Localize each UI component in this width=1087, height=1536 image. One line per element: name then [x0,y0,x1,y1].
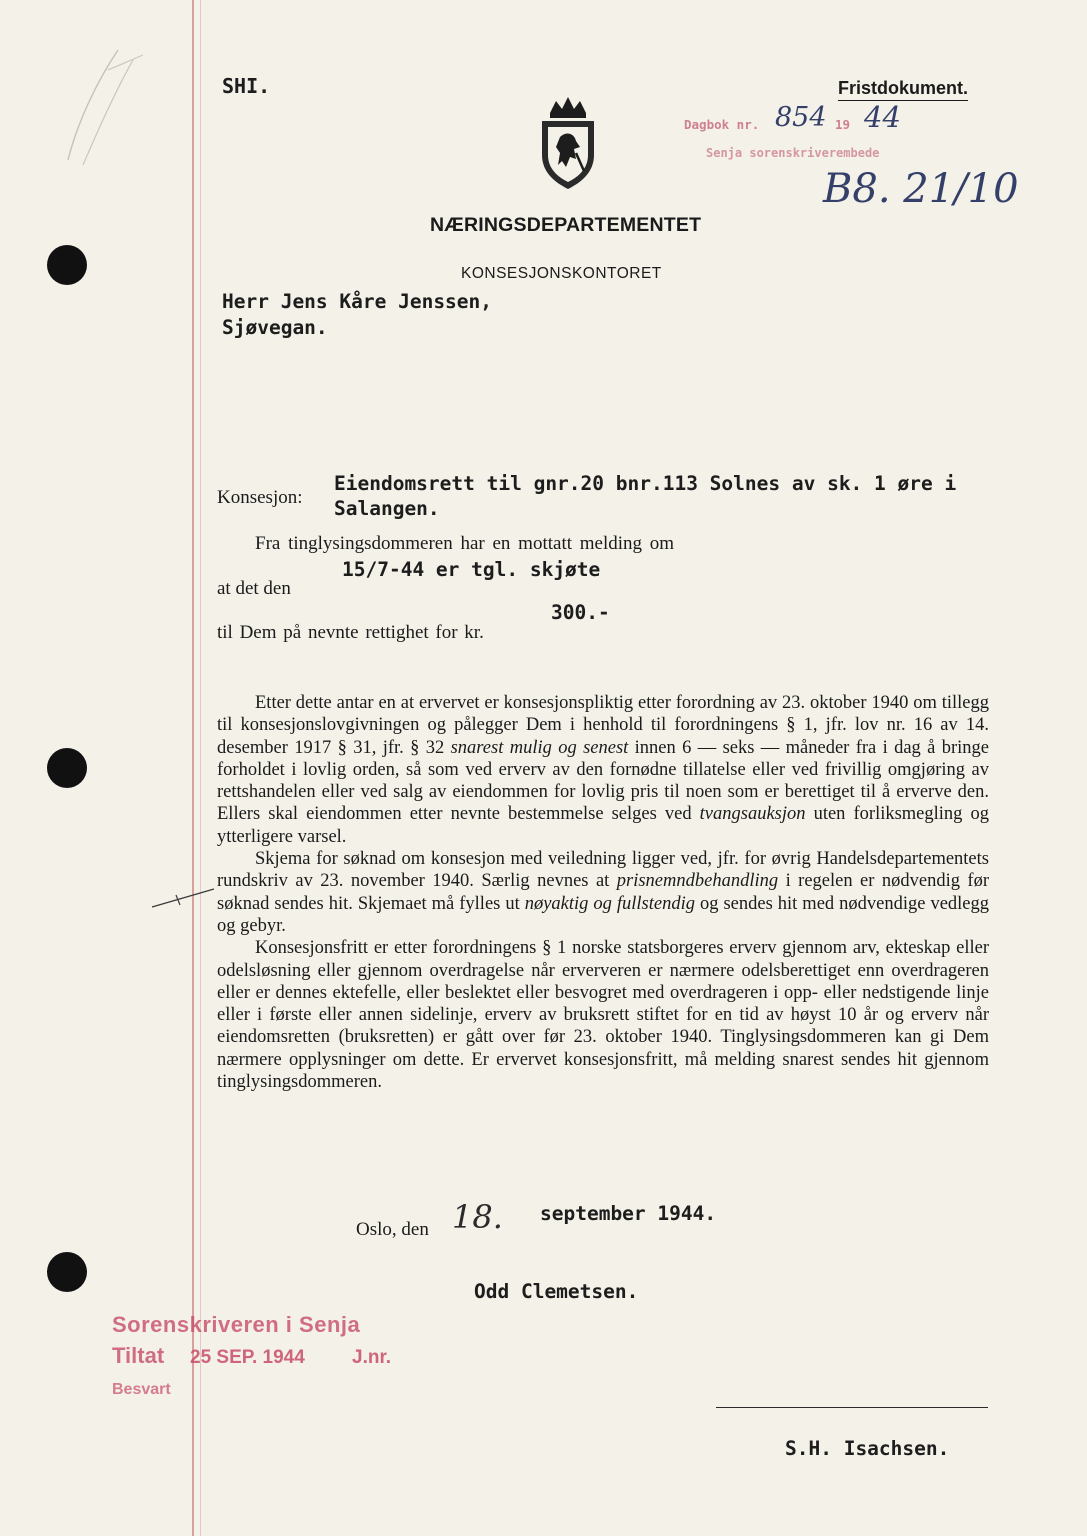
emphasis-text: nøyaktig og fullstendig [524,893,696,914]
notice-date-fill: 15/7-44 er tgl. skjøte [342,558,601,581]
punch-hole-middle [47,748,87,788]
received-stamp-office: Sorenskriveren i Senja [112,1312,361,1337]
coat-of-arms-emblem [536,95,600,191]
document-type-label: Fristdokument. [838,78,968,101]
received-stamp-date: 25 SEP. 1944 [190,1347,305,1368]
emphasis-text: prisnemndbehandling [616,871,779,892]
pencil-tick-mark [150,885,216,911]
paragraph-text: innen 6 — seks — måneder fra i dag å bringe forholdet i lovlig orden, så som ved erverv av den fornødne tillatelse eller ved frivillig omgjøring av rettshandelen eller ved salg av eiendommen for lovlig pris til noen som er berettiget til å erverve den. Ellers skal eiendommen etter nevnte bestemmelse selges ved [217,737,989,825]
journal-year-handwritten: 44 [864,100,901,134]
paragraph-text: Etter dette antar en at ervervet er konsesjonspliktig etter forordning av 23. oktober 1940 om tillegg til konsesjonslovgivningen og pålegger Dem i henhold til forordningens § 1, jfr. lov nr. 16 av 14. desember 1917 § 31, jfr. § 32 [217,693,989,758]
second-signature-name: S.H. Isachsen. [785,1437,950,1460]
sender-code: SHI. [222,74,271,98]
paragraph-konsesjonsplikt [217,692,989,848]
office-name: KONSESJONSKONTORET [461,265,662,282]
signoff-day-handwritten: 18. [452,1198,503,1236]
margin-rule-secondary [200,0,201,1536]
notice-at-label: at det den [217,578,291,599]
received-stamp-initials: J.nr. [352,1347,392,1368]
paragraph-text: og sendes hit med nødvendige vedlegg og gebyr. [217,893,990,936]
konsesjon-property-line2: Salangen. [334,497,440,520]
addressee-place: Sjøvegan. [222,316,328,339]
notice-amount-fill: 300.- [551,601,610,624]
konsesjon-label: Konsesjon: [217,487,303,508]
paragraph-skjema [217,848,989,937]
notice-line: Fra tinglysingsdommeren har en mottatt melding om [255,533,675,554]
paragraph-text: Skjema for søknad om konsesjon med veiledning ligger ved, jfr. for øvrig Handelsdepartementets rundskriv av 23. november 1940. Særlig nevnes at [217,849,989,892]
signature-name: Odd Clemetsen. [474,1280,639,1303]
received-stamp-label: Tiltat [112,1343,165,1368]
punch-hole-bottom [47,1252,87,1292]
ministry-name: NÆRINGSDEPARTEMENTET [430,214,702,236]
journal-number-handwritten: 854 [775,102,827,133]
paragraph-text: uten forliksmegling og ytterligere varsel. [217,804,989,847]
journal-stamp-century: 19 [835,117,851,132]
received-stamp-answered: Besvart [112,1381,171,1398]
paragraph-konsesjonsfritt: Konsesjonsfritt er etter forordningens § 1 norske statsborgeres erverv gjennom arv, ekteskap eller odelsløsning eller gjennom overdragelse når erververen er nærmere odelsberettiget enn overdrageren eller er dennes ektefelle, eller beslektet eller besvogret med overdrageren i opp- eller nedstigende linje eller i første eller annen sidelinje, erverv av bruksrett stiftet for en tid av høyst 10 år og erverv når eiendomsretten (bruksretten) er gått over før 23. oktober 1940. Tinglysingsdommeren kan gi Dem nærmere opplysninger om dette. Er ervervet konsesjonsfritt, må melding snarest sendes hit gjennom tinglysingsdommeren. [217,938,989,1093]
notice-amount-label: til Dem på nevnte rettighet for kr. [217,622,484,643]
journal-stamp-office: Senja sorenskriverembede [706,146,880,160]
punch-hole-top [47,245,87,285]
emphasis-text: snarest mulig og senest [450,737,629,758]
margin-rule [192,0,194,1536]
handwritten-reference-note: B8. 21/10 [823,166,1019,212]
emphasis-text: tvangsauksjon [699,804,806,825]
pencil-scribble-mark [48,40,158,170]
signoff-month-year: september 1944. [540,1202,717,1225]
journal-stamp-prefix: Dagbok nr. [684,117,760,132]
signoff-place-label: Oslo, den [356,1219,429,1240]
terms-body [217,692,989,1093]
paragraph-text: i regelen er nødvendig før søknad sendes hit. Skjemaet må fylles ut [217,871,990,914]
signature-line [716,1407,988,1408]
addressee-name: Herr Jens Kåre Jenssen, [222,290,493,313]
konsesjon-property-line1: Eiendomsrett til gnr.20 bnr.113 Solnes av sk. 1 øre i [334,472,957,495]
